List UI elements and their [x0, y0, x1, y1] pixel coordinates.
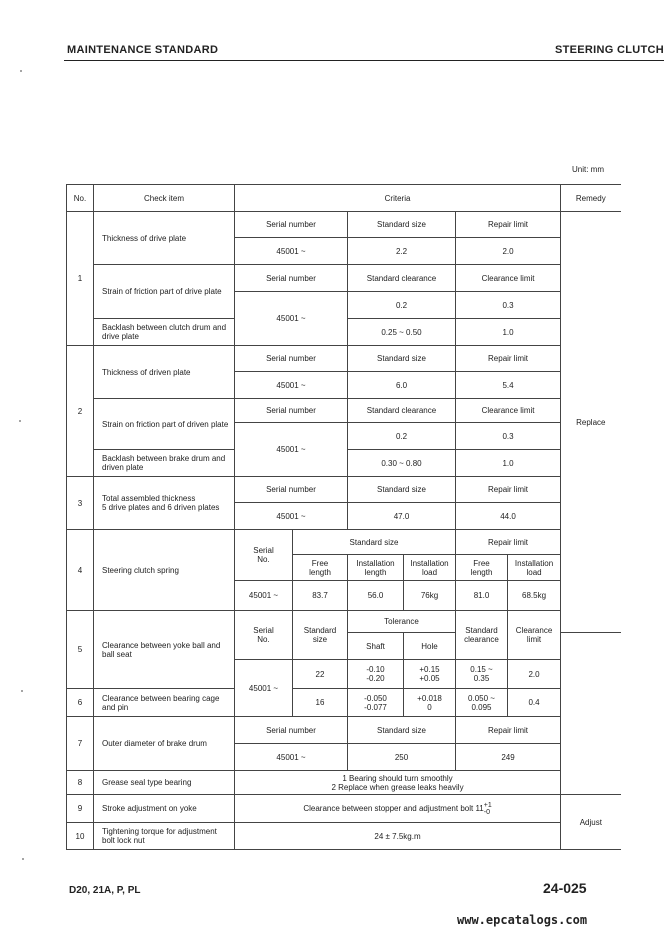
page-number: 24-025: [543, 880, 587, 896]
criteria-header: Repair limit: [456, 212, 561, 238]
check-item: Strain of friction part of drive plate: [94, 265, 235, 319]
check-item: Stroke adjustment on yoke: [94, 795, 235, 823]
item-no: 5: [67, 611, 94, 689]
criteria-value: +0.018 0: [404, 689, 456, 717]
margin-mark: [21, 690, 23, 692]
maintenance-standard-table: [66, 184, 621, 850]
criteria-header: Clearance limit: [456, 399, 561, 423]
criteria-value: 45001 ~: [235, 423, 348, 477]
criteria-value: 45001 ~: [235, 581, 293, 611]
check-item: Backlash between brake drum and driven plate: [94, 450, 235, 477]
check-item: Clearance between bearing cage and pin: [94, 689, 235, 717]
criteria-header: Clearance limit: [456, 265, 561, 292]
criteria-header: Installation length: [348, 555, 404, 581]
model-label: D20, 21A, P, PL: [69, 885, 141, 896]
chapter-title: STEERING CLUTCH: [555, 44, 664, 56]
criteria-header: Hole: [404, 633, 456, 660]
item-no: 10: [67, 823, 94, 850]
table-row: [67, 689, 621, 717]
check-item: Total assembled thickness 5 drive plates and 6 driven plates: [94, 477, 235, 530]
criteria-value: -0.10 -0.20: [348, 660, 404, 689]
criteria-value: 45001 ~: [235, 292, 348, 346]
criteria-value: 45001 ~: [235, 744, 348, 771]
criteria-header: Standard size: [348, 717, 456, 744]
watermark-url: www.epcatalogs.com: [457, 913, 588, 927]
header-rule: [64, 60, 664, 61]
criteria-value: 2.0: [508, 660, 561, 689]
table-row: [67, 399, 621, 423]
criteria-value: 83.7: [293, 581, 348, 611]
criteria-value: 6.0: [348, 372, 456, 399]
check-item: Tightening torque for adjustment bolt lock nut: [94, 823, 235, 850]
table-row: [67, 530, 621, 555]
criteria-value: 5.4: [456, 372, 561, 399]
criteria-value: 68.5kg: [508, 581, 561, 611]
criteria-header: Standard size: [293, 530, 456, 555]
criteria-value: 22: [293, 660, 348, 689]
table-row: [67, 717, 621, 744]
criteria-value: 0.30 ~ 0.80: [348, 450, 456, 477]
criteria-value: 1.0: [456, 319, 561, 346]
criteria-header: Serial No.: [235, 530, 293, 581]
criteria-header: Serial number: [235, 346, 348, 372]
criteria-header: Free length: [293, 555, 348, 581]
criteria-header: Standard size: [348, 477, 456, 503]
tolerance-plus: +1: [483, 801, 492, 809]
criteria-value: 0.15 ~ 0.35: [456, 660, 508, 689]
margin-mark: [22, 858, 24, 860]
criteria-value: 0.25 ~ 0.50: [348, 319, 456, 346]
criteria-value: 24 ± 7.5kg.m: [235, 823, 561, 850]
check-item: Clearance between yoke ball and ball seat: [94, 611, 235, 689]
item-no: 4: [67, 530, 94, 611]
criteria-value: 0.2: [348, 292, 456, 319]
remedy-cell: Replace: [561, 212, 621, 633]
tolerance-minus: -0: [483, 808, 490, 816]
check-item: Steering clutch spring: [94, 530, 235, 611]
criteria-header: Serial No.: [235, 611, 293, 660]
criteria-value: 56.0: [348, 581, 404, 611]
criteria-value: [235, 795, 561, 823]
item-no: 3: [67, 477, 94, 530]
criteria-header: Standard size: [293, 611, 348, 660]
col-check-item: Check item: [94, 185, 235, 212]
criteria-header: Serial number: [235, 477, 348, 503]
criteria-header: Standard clearance: [348, 265, 456, 292]
criteria-value: 45001 ~: [235, 372, 348, 399]
criteria-header: Free length: [456, 555, 508, 581]
criteria-header: Installation load: [508, 555, 561, 581]
criteria-header: Installation load: [404, 555, 456, 581]
remedy-cell: Adjust: [561, 795, 621, 850]
criteria-value: 2.2: [348, 238, 456, 265]
item-no: 8: [67, 771, 94, 795]
table-row: [67, 477, 621, 503]
criteria-header: Repair limit: [456, 530, 561, 555]
section-title: MAINTENANCE STANDARD: [67, 44, 219, 56]
margin-mark: [20, 70, 22, 72]
criteria-header: Standard size: [348, 346, 456, 372]
check-item: Thickness of drive plate: [94, 212, 235, 265]
col-no: No.: [67, 185, 94, 212]
criteria-header: Standard clearance: [456, 611, 508, 660]
criteria-header: Standard clearance: [348, 399, 456, 423]
criteria-value: 1.0: [456, 450, 561, 477]
criteria-header: Repair limit: [456, 717, 561, 744]
unit-label: Unit: mm: [572, 165, 604, 174]
criteria-header: Standard size: [348, 212, 456, 238]
check-item: Thickness of driven plate: [94, 346, 235, 399]
table-row: [67, 823, 621, 850]
criteria-value: 249: [456, 744, 561, 771]
table-row: [67, 771, 621, 795]
col-criteria: Criteria: [235, 185, 561, 212]
item-no: 7: [67, 717, 94, 771]
margin-mark: [19, 420, 21, 422]
check-item: Backlash between clutch drum and drive plate: [94, 319, 235, 346]
col-remedy: Remedy: [561, 185, 621, 212]
criteria-value: 45001 ~: [235, 660, 293, 717]
criteria-value: 0.4: [508, 689, 561, 717]
criteria-header: Serial number: [235, 265, 348, 292]
criteria-value: 16: [293, 689, 348, 717]
criteria-header: Serial number: [235, 212, 348, 238]
criteria-header: Shaft: [348, 633, 404, 660]
criteria-header: Serial number: [235, 717, 348, 744]
criteria-value: 0.3: [456, 423, 561, 450]
criteria-value: 0.3: [456, 292, 561, 319]
criteria-value: 81.0: [456, 581, 508, 611]
item-no: 2: [67, 346, 94, 477]
item-no: 9: [67, 795, 94, 823]
criteria-value: 44.0: [456, 503, 561, 530]
item-no: 1: [67, 212, 94, 346]
table-row: [67, 265, 621, 292]
table-row: [67, 346, 621, 372]
table-header-row: [67, 185, 621, 212]
criteria-value: 76kg: [404, 581, 456, 611]
item-no: 6: [67, 689, 94, 717]
table-row: [67, 212, 621, 238]
criteria-value: 2.0: [456, 238, 561, 265]
criteria-value: +0.15 +0.05: [404, 660, 456, 689]
criteria-value: -0.050 -0.077: [348, 689, 404, 717]
criteria-value: 1 Bearing should turn smoothly 2 Replace when grease leaks heavily: [235, 771, 561, 795]
criteria-header: Repair limit: [456, 477, 561, 503]
check-item: Grease seal type bearing: [94, 771, 235, 795]
criteria-value: 45001 ~: [235, 503, 348, 530]
table-row: [67, 795, 621, 823]
criteria-header: Serial number: [235, 399, 348, 423]
criteria-value: 250: [348, 744, 456, 771]
criteria-header: Tolerance: [348, 611, 456, 633]
check-item: Outer diameter of brake drum: [94, 717, 235, 771]
criteria-value: 45001 ~: [235, 238, 348, 265]
criteria-value: 0.2: [348, 423, 456, 450]
criteria-header: Repair limit: [456, 346, 561, 372]
check-item: Strain on friction part of driven plate: [94, 399, 235, 450]
table-row: [67, 611, 621, 633]
stroke-criteria-text: Clearance between stopper and adjustment bolt 11: [303, 803, 484, 813]
criteria-value: 47.0: [348, 503, 456, 530]
criteria-value: 0.050 ~ 0.095: [456, 689, 508, 717]
criteria-header: Clearance limit: [508, 611, 561, 660]
